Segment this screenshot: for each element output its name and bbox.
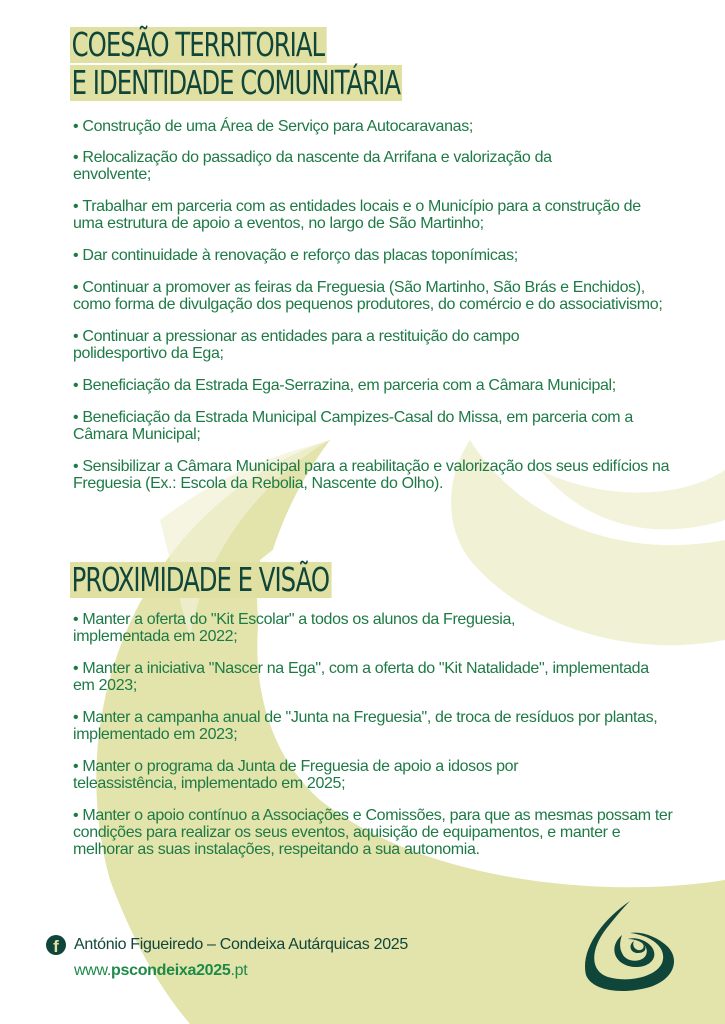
list-item: • Continuar a promover as feiras da Freguesia (São Martinho, São Brás e Enchidos), como forma de divulgação dos pequenos produtores, do comércio e do associativismo; [73,279,683,313]
list-item: • Beneficiação da Estrada Municipal Campizes-Casal do Missa, em parceria com a Câmara Municipal; [73,409,683,443]
section-proximidade-title [70,562,331,600]
list-item: • Manter a campanha anual de "Junta na Freguesia", de troca de resíduos por plantas, implementado em 2023; [73,709,673,743]
list-item: • Manter o programa da Junta de Freguesia de apoio a idosos por teleassistência, implementado em 2025; [73,758,613,792]
url-suffix: .pt [230,962,248,979]
facebook-link[interactable] [46,935,408,955]
list-item: • Construção de uma Área de Serviço para Autocaravanas; [73,118,713,135]
list-item: • Sensibilizar a Câmara Municipal para a reabilitação e valorização dos seus edifícios na Freguesia (Ex.: Escola da Rebolia, Nascente do Olho). [73,458,683,492]
url-prefix: www. [74,962,112,979]
list-item: • Trabalhar em parceria com as entidades locais e o Município para a construção de uma estrutura de apoio a eventos, no largo de São Martinho; [73,198,673,232]
list-item: • Beneficiação da Estrada Ega-Serrazina, em parceria com a Câmara Municipal; [73,377,725,394]
section-coesao-title-line1: COESÃO TERRITORIAL [70,27,327,63]
list-item: • Manter a oferta do "Kit Escolar" a todos os alunos da Freguesia, implementada em 2022; [73,611,613,645]
website-link[interactable] [74,962,247,980]
list-item: • Continuar a pressionar as entidades para a restituição do campo polidesportivo da Ega; [73,328,603,362]
section-coesao-title [70,27,402,103]
list-item: • Relocalização do passadiço da nascente da Arrifana e valorização da envolvente; [73,149,613,183]
facebook-icon: f [46,935,66,955]
facebook-page-name: António Figueiredo – Condeixa Autárquicas 2025 [74,936,408,953]
url-domain: pscondeixa2025 [111,962,231,979]
section-proximidade-title-text: PROXIMIDADE E VISÃO [70,562,331,598]
section-coesao-list [73,118,713,507]
list-item: • Manter o apoio contínuo a Associações e Comissões, para que as mesmas possam ter condições para realizar os seus eventos, aquisição de equipamentos, e manter e melhorar as suas instalações, respeitando a sua autonomia. [73,807,683,858]
ps-swirl-logo-icon [572,895,682,995]
section-coesao-title-line2: E IDENTIDADE COMUNITÁRIA [70,65,402,101]
section-proximidade-list [73,611,713,873]
list-item: • Dar continuidade à renovação e reforço das placas toponímicas; [73,247,713,264]
list-item: • Manter a iniciativa "Nascer na Ega", com a oferta do "Kit Natalidade", implementada em 2023; [73,660,653,694]
